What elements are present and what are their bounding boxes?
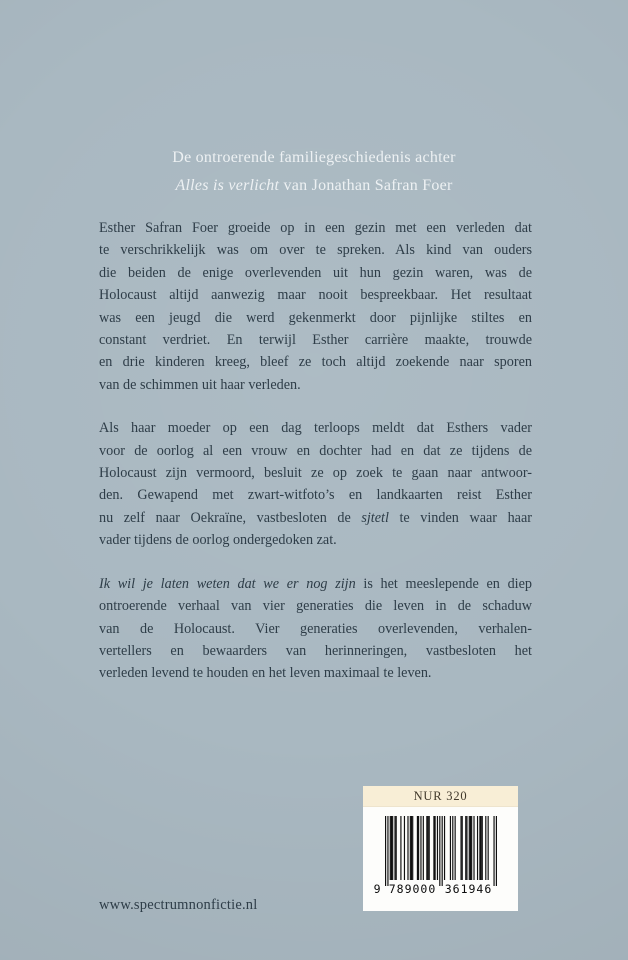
text-line: den. Gewapend met zwart-witfoto’s en landkaarten reist Esther [99,487,532,504]
text-line: verleden levend te houden en het leven maximaal te leven. [99,665,432,682]
text-line: was een jeugd die werd gekenmerkt door pijnlijke stiltes en [99,309,532,326]
text-line: constant verdriet. En terwijl Esther carrière maakte, trouwde [99,332,532,349]
text-line: van de Holocaust. Vier generaties overlevenden, verhalen- [99,620,532,637]
synopsis-text [99,217,532,685]
tagline [0,144,628,199]
text-line: vader tijdens de oorlog ondergedoken zat. [99,532,337,549]
text-line: te verschrikkelijk was om over te spreken. Als kind van ouders [99,242,532,259]
website-url: www.spectrumnonfictie.nl [99,897,258,913]
text-line: voor de oorlog al een vrouw en dochter had en dat ze tijdens de [99,442,532,459]
tagline-line-2: Alles is verlicht van Jonathan Safran Foer [175,176,453,194]
text-line: ontroerende verhaal van vier generaties die leven in de schaduw [99,598,532,615]
text-line: Ik wil je laten weten dat we er nog zijn is het meeslepende en diep [99,575,532,592]
barcode [373,816,497,900]
text-line: van de schimmen uit haar verleden. [99,376,301,393]
paragraph [99,417,532,551]
tagline-line-1: De ontroerende familiegeschiedenis achter [172,149,456,166]
text-line: Holocaust zijn vermoord, besluit ze op zoek te gaan naar antwoor- [99,465,532,482]
paragraph [99,573,532,685]
text-line: Esther Safran Foer groeide op in een gezin met een verleden dat [99,220,532,236]
nur-strip: NUR 320 [363,786,518,807]
text-line: Holocaust altijd aanwezig maar nooit bespreekbaar. Het resultaat [99,287,532,304]
barcode-digits-right: 361946 [444,882,493,896]
text-line: nu zelf naar Oekraïne, vastbesloten de sjtetl te vinden waar haar [99,509,532,526]
paragraph [99,217,532,396]
text-line: Als haar moeder op een dag terloops meldt dat Esthers vader [99,420,532,437]
barcode-label [363,786,518,911]
barcode-digits-left: 789000 [388,882,437,896]
text-line: en drie kinderen kreeg, bleef ze toch altijd zoekende naar sporen [99,354,532,371]
text-line: die beiden de enige overlevenden uit hun gezin waren, was de [99,264,532,281]
text-line: vertellers en bewaarders van herinneringen, vastbesloten het [99,642,532,659]
barcode-digit-first: 9 [373,882,381,896]
